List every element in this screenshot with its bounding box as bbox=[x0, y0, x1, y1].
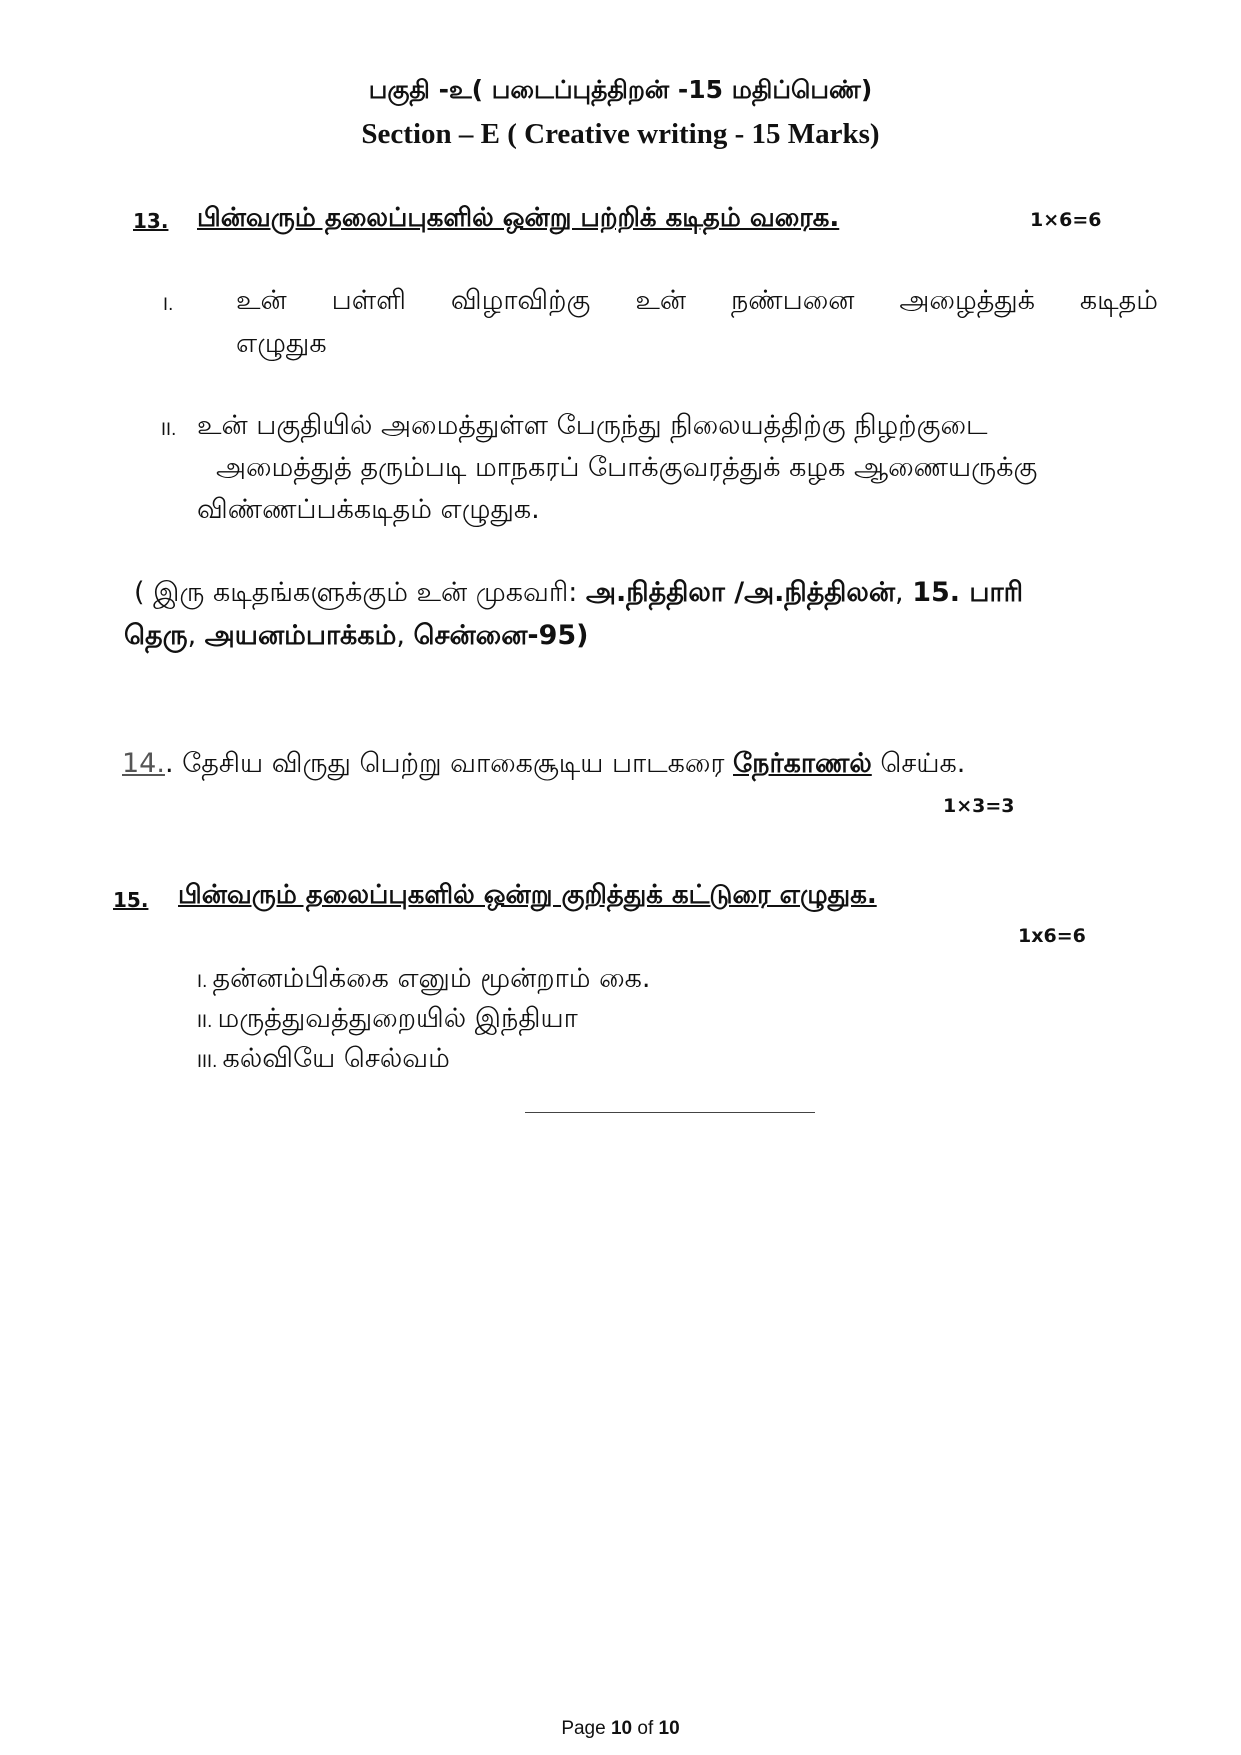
q13-address-line1: ( இரு கடிதங்களுக்கும் உன் முகவரி: அ.நித்திலா /அ.நித்திலன், 15. பாரி bbox=[134, 577, 1024, 608]
q13-opt2-line3: விண்ணப்பக்கடிதம் எழுதுக. bbox=[197, 494, 540, 525]
address-street: 15. பாரி bbox=[912, 577, 1024, 608]
q15-item bbox=[197, 963, 650, 998]
address-area: அயனம்பாக்கம் bbox=[204, 620, 397, 651]
address-prefix: ( இரு கடிதங்களுக்கும் உன் முகவரி: bbox=[134, 577, 578, 608]
q13-opt1-line1: உன் பள்ளி விழாவிற்கு உன் நண்பனை அழைத்துக் கடிதம் bbox=[236, 285, 1158, 316]
section-title-tamil: பகுதி -உ( படைப்புத்திறன் -15 மதிப்பெண்) bbox=[368, 75, 873, 104]
q14-text: . தேசிய விருது பெற்று வாகைசூடிய பாடகரை bbox=[164, 748, 725, 779]
q15-item-text: கல்வியே செல்வம் bbox=[222, 1043, 450, 1074]
q14-bold-word: நேர்காணல் bbox=[733, 748, 872, 779]
q15-item-text: மருத்துவத்துறையில் இந்தியா bbox=[217, 1003, 578, 1034]
end-divider bbox=[525, 1112, 815, 1113]
q13-opt2-line2: அமைத்துத் தரும்படி மாநகரப் போக்குவரத்துக் கழக ஆணையருக்கு bbox=[216, 452, 1038, 483]
q14-suffix: செய்க. bbox=[880, 748, 966, 779]
q15-number: 15. bbox=[113, 888, 149, 912]
q13-opt2-numeral: II. bbox=[161, 420, 177, 440]
q13-opt1-line2: எழுதுக bbox=[236, 328, 327, 359]
q15-item-numeral: III. bbox=[197, 1052, 218, 1072]
q14-marks: 1×3=3 bbox=[943, 795, 1015, 817]
q15-item bbox=[197, 1003, 578, 1038]
q15-item bbox=[197, 1043, 450, 1078]
q15-item-numeral: II. bbox=[197, 1012, 213, 1032]
page-footer bbox=[0, 1718, 1241, 1740]
address-name: அ.நித்திலா /அ.நித்திலன் bbox=[585, 577, 896, 608]
q13-address-line2: தெரு, அயனம்பாக்கம், சென்னை-95) bbox=[124, 620, 589, 651]
footer-of-word: of bbox=[637, 1718, 654, 1739]
footer-total-pages: 10 bbox=[658, 1718, 680, 1739]
footer-page-word: Page bbox=[561, 1718, 606, 1739]
footer-current-page: 10 bbox=[610, 1718, 633, 1739]
q15-marks: 1x6=6 bbox=[1018, 925, 1086, 947]
q14-number: 14. bbox=[122, 748, 165, 779]
q13-title: பின்வரும் தலைப்புகளில் ஒன்று பற்றிக் கடிதம் வரைக. bbox=[197, 203, 840, 233]
q15-item-text: தன்னம்பிக்கை எனும் மூன்றாம் கை. bbox=[212, 963, 651, 994]
section-title-english: Section – E ( Creative writing - 15 Marks) bbox=[361, 118, 880, 150]
q14-line bbox=[122, 748, 965, 783]
q15-item-numeral: I. bbox=[197, 972, 208, 992]
q15-title: பின்வரும் தலைப்புகளில் ஒன்று குறித்துக் கட்டுரை எழுதுக. bbox=[178, 880, 877, 910]
address-city: சென்னை-95) bbox=[413, 620, 589, 651]
address-street-word: தெரு bbox=[124, 620, 188, 651]
q13-number: 13. bbox=[133, 209, 169, 233]
q13-marks: 1×6=6 bbox=[1030, 209, 1102, 231]
q13-opt1-numeral: I. bbox=[163, 295, 174, 315]
q13-opt2-line1: உன் பகுதியில் அமைத்துள்ள பேருந்து நிலையத்திற்கு நிழற்குடை bbox=[197, 410, 988, 441]
